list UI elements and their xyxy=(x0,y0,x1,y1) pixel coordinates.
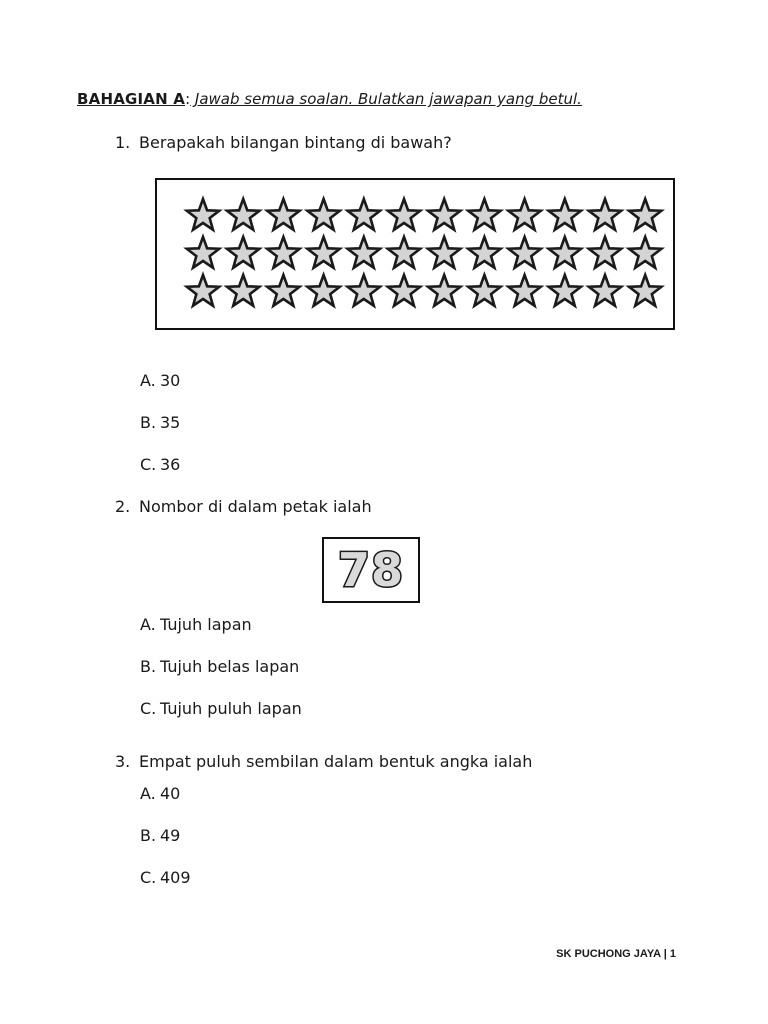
option-text: 30 xyxy=(160,371,181,390)
question-2-option-b[interactable] xyxy=(140,657,299,676)
star-icon xyxy=(187,199,219,230)
star-icon xyxy=(227,237,259,268)
star-icon xyxy=(227,199,259,230)
option-letter: A. xyxy=(140,615,156,634)
option-letter: B. xyxy=(140,657,157,676)
option-letter: A. xyxy=(140,371,156,390)
boxed-number: 78 xyxy=(337,543,404,597)
star-icon xyxy=(267,199,299,230)
option-letter: A. xyxy=(140,784,156,803)
question-1-option-a[interactable] xyxy=(140,371,180,390)
star-icon xyxy=(428,199,460,230)
option-text: Tujuh puluh lapan xyxy=(160,699,302,718)
star-icon xyxy=(508,275,540,306)
star-icon xyxy=(589,199,621,230)
star-icon xyxy=(549,237,581,268)
star-icon xyxy=(468,199,500,230)
question-number: 3. xyxy=(115,752,131,771)
question-3-option-c[interactable] xyxy=(140,868,191,887)
star-icon xyxy=(629,237,661,268)
star-icon xyxy=(348,199,380,230)
option-letter: C. xyxy=(140,868,157,887)
question-3 xyxy=(115,752,532,771)
question-3-option-b[interactable] xyxy=(140,826,180,845)
option-text: 35 xyxy=(160,413,181,432)
star-icon xyxy=(348,275,380,306)
star-icon xyxy=(549,275,581,306)
star-icon xyxy=(388,199,420,230)
question-text: Berapakah bilangan bintang di bawah? xyxy=(139,133,452,152)
question-2-option-a[interactable] xyxy=(140,615,252,634)
section-instruction xyxy=(77,90,582,108)
star-icon xyxy=(549,199,581,230)
star-icon xyxy=(388,237,420,268)
option-text: 36 xyxy=(160,455,181,474)
question-3-option-a[interactable] xyxy=(140,784,180,803)
question-1 xyxy=(115,133,452,152)
star-icon xyxy=(508,199,540,230)
star-icon xyxy=(267,275,299,306)
question-text: Nombor di dalam petak ialah xyxy=(139,497,372,516)
option-text: 40 xyxy=(160,784,181,803)
star-icon xyxy=(629,275,661,306)
star-icon xyxy=(267,237,299,268)
option-letter: B. xyxy=(140,413,157,432)
section-colon: : xyxy=(185,90,191,108)
star-icon xyxy=(227,275,259,306)
star-box xyxy=(155,178,675,330)
star-icon xyxy=(307,199,339,230)
star-icon xyxy=(307,237,339,268)
question-1-option-c[interactable] xyxy=(140,455,180,474)
star-icon xyxy=(428,237,460,268)
star-icon xyxy=(428,275,460,306)
number-box xyxy=(322,537,420,603)
option-text: 409 xyxy=(160,868,191,887)
star-icon xyxy=(508,237,540,268)
star-icon xyxy=(187,237,219,268)
star-icon xyxy=(629,199,661,230)
option-letter: C. xyxy=(140,455,157,474)
question-2-option-c[interactable] xyxy=(140,699,302,718)
question-1-option-b[interactable] xyxy=(140,413,180,432)
star-icon xyxy=(388,275,420,306)
star-icon xyxy=(187,275,219,306)
star-icon xyxy=(589,237,621,268)
star-icon xyxy=(589,275,621,306)
question-2 xyxy=(115,497,372,516)
instruction-text: Jawab semua soalan. Bulatkan jawapan yang betul. xyxy=(190,90,582,108)
star-icon xyxy=(307,275,339,306)
question-number: 2. xyxy=(115,497,131,516)
option-letter: C. xyxy=(140,699,157,718)
star-icon xyxy=(468,275,500,306)
star-grid xyxy=(157,180,672,327)
question-text: Empat puluh sembilan dalam bentuk angka ialah xyxy=(139,752,533,771)
star-icon xyxy=(348,237,380,268)
section-label: BAHAGIAN A xyxy=(77,90,186,108)
question-number: 1. xyxy=(115,133,131,152)
page-footer: SK PUCHONG JAYA | 1 xyxy=(556,948,676,960)
option-text: 49 xyxy=(160,826,181,845)
option-letter: B. xyxy=(140,826,157,845)
option-text: Tujuh belas lapan xyxy=(160,657,300,676)
option-text: Tujuh lapan xyxy=(160,615,252,634)
star-icon xyxy=(468,237,500,268)
